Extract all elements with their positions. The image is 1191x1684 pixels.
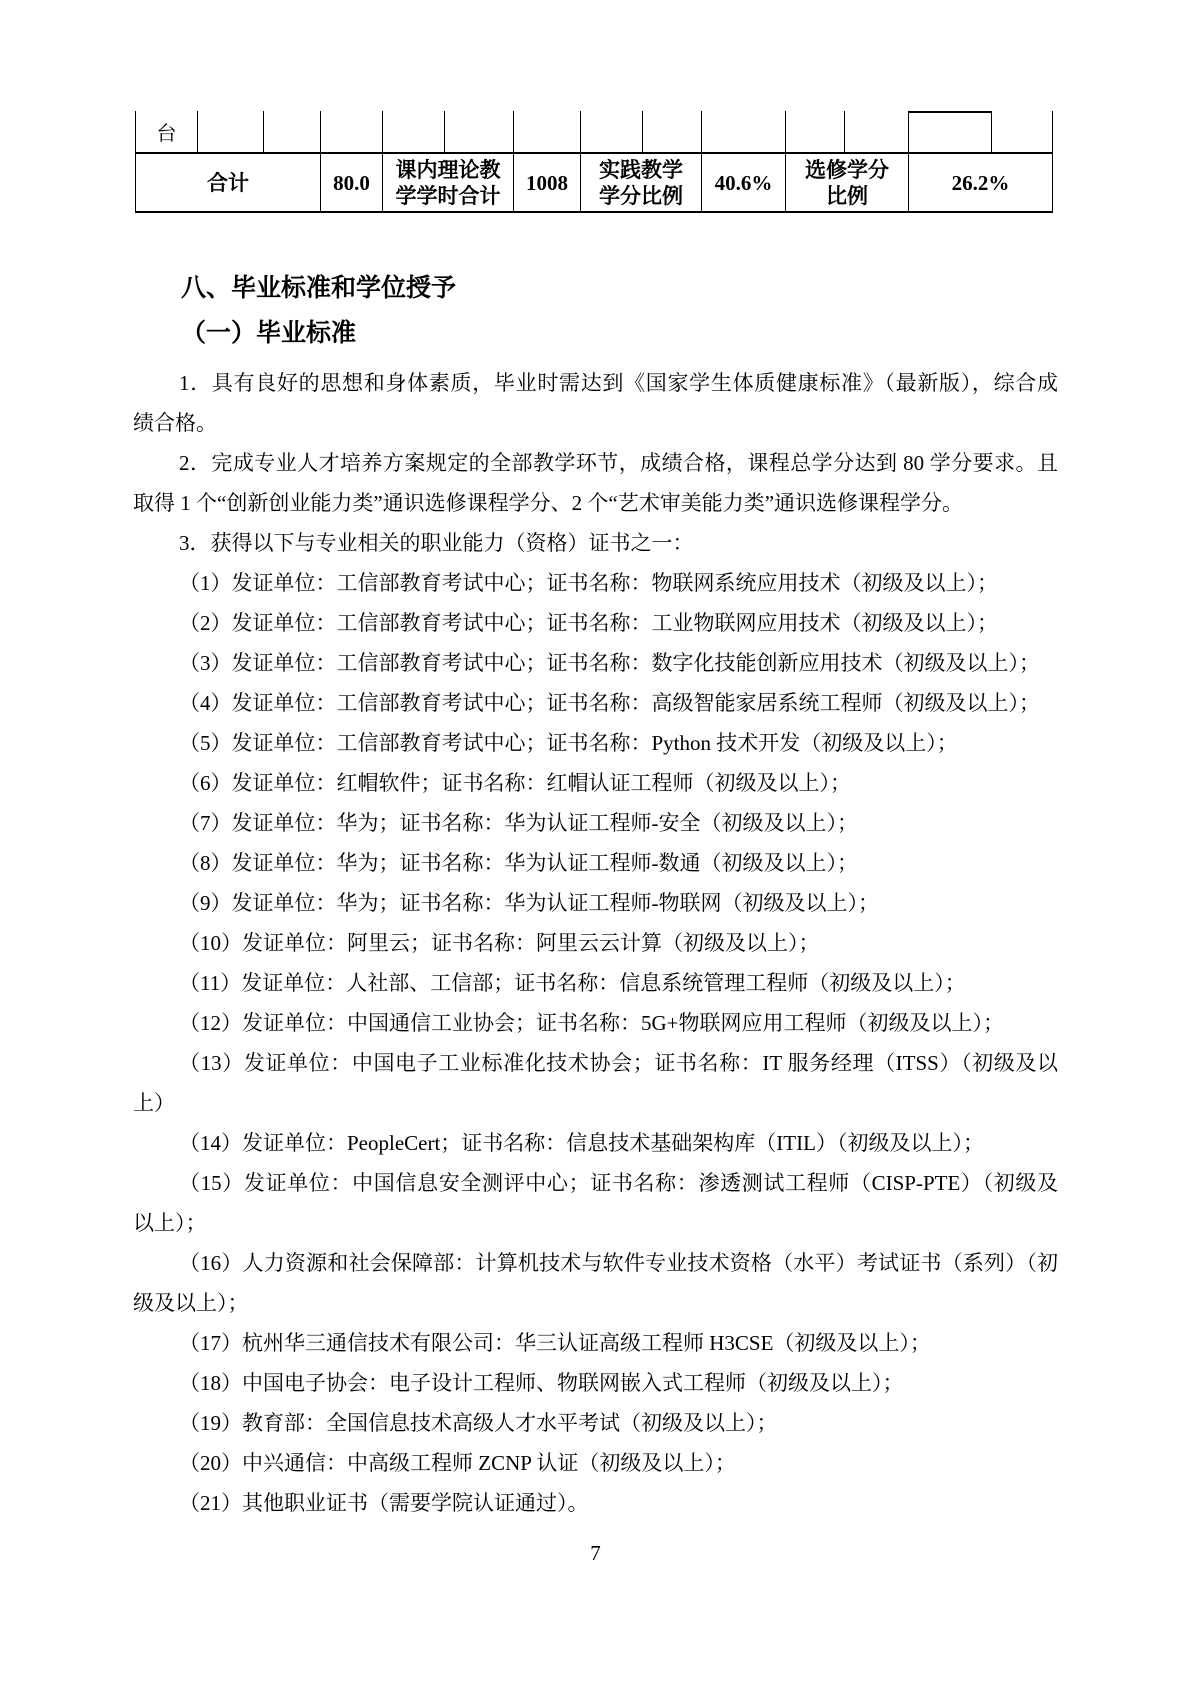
list-item-line: （10）发证单位：阿里云；证书名称：阿里云云计算（初级及以上）； — [179, 931, 820, 955]
cell-text: 合计 — [207, 170, 249, 195]
table-cell-practice-ratio-value — [701, 154, 785, 211]
table-cell — [197, 111, 263, 152]
list-item-line: （7）发证单位：华为；证书名称：华为认证工程师-安全（初级及以上）； — [179, 811, 858, 835]
table-cell-total-label — [135, 154, 320, 211]
table-cell-elective-ratio-label — [785, 154, 908, 211]
list-item-line: （8）发证单位：华为；证书名称：华为认证工程师-数通（初级及以上）； — [179, 851, 858, 875]
list-item-line: （20）中兴通信：中高级工程师 ZCNP 认证（初级及以上）； — [179, 1451, 736, 1475]
table-cell: 台 — [135, 111, 197, 152]
table-cell — [320, 111, 382, 152]
list-item-line: （15）发证单位：中国信息安全测评中心；证书名称：渗透测试工程师（CISP-PTE）（初级及 — [179, 1171, 1058, 1195]
list-item-line: （14）发证单位：PeopleCert；证书名称：信息技术基础架构库（ITIL）（初级及以上）； — [179, 1131, 984, 1155]
cell-text: 1008 — [526, 170, 568, 195]
table-row-total — [135, 152, 1053, 213]
body-line: 取得 1 个“创新创业能力类”通识选修课程学分、2 个“艺术审美能力类”通识选修课程学分。 — [133, 491, 964, 515]
body-line: 2．完成专业人才培养方案规定的全部教学环节，成绩合格，课程总学分达到 80 学分要求。且 — [179, 451, 1058, 475]
list-item-line: （13）发证单位：中国电子工业标准化技术协会；证书名称：IT 服务经理（ITSS）（初级及以 — [179, 1051, 1058, 1075]
table-cell — [701, 111, 785, 152]
table-cell-total-credits — [320, 154, 382, 211]
table-cell — [513, 111, 580, 152]
cell-text: 26.2% — [951, 170, 1010, 195]
list-item-line: （6）发证单位：红帽软件；证书名称：红帽认证工程师（初级及以上）； — [179, 771, 851, 795]
body-line: 绩合格。 — [133, 411, 217, 435]
list-item-line: （9）发证单位：华为；证书名称：华为认证工程师-物联网（初级及以上）； — [179, 891, 879, 915]
table-cell — [991, 111, 1053, 152]
cell-text: 实践教学 — [599, 157, 683, 182]
list-item-line: （11）发证单位：人社部、工信部；证书名称：信息系统管理工程师（初级及以上）； — [179, 971, 966, 995]
table-cell-boxed — [908, 111, 991, 152]
table-cell — [263, 111, 320, 152]
cell-text: 选修学分 — [805, 157, 889, 182]
list-item-line: （21）其他职业证书（需要学院认证通过）。 — [179, 1491, 589, 1515]
table-cell — [844, 111, 908, 152]
list-item-line: （1）发证单位：工信部教育考试中心；证书名称：物联网系统应用技术（初级及以上）； — [179, 571, 998, 595]
table-cell — [444, 111, 513, 152]
list-item-line: （18）中国电子协会：电子设计工程师、物联网嵌入式工程师（初级及以上）； — [179, 1371, 904, 1395]
body-line: 1．具有良好的思想和身体素质，毕业时需达到《国家学生体质健康标准》（最新版），综合成 — [179, 371, 1058, 395]
list-item-line: （5）发证单位：工信部教育考试中心；证书名称：Python 技术开发（初级及以上）； — [179, 731, 958, 755]
table-cell-theory-hours-label — [382, 154, 513, 211]
subsection-heading: （一）毕业标准 — [181, 319, 357, 347]
table-cell-elective-ratio-value — [908, 154, 1053, 211]
list-item-line: （12）发证单位：中国通信工业协会；证书名称：5G+物联网应用工程师（初级及以上）； — [179, 1011, 1005, 1035]
body-line: 3．获得以下与专业相关的职业能力（资格）证书之一： — [179, 531, 694, 555]
document-body — [133, 268, 1058, 1573]
cell-text: 40.6% — [714, 170, 773, 195]
table-cell — [785, 111, 844, 152]
list-item-line: （2）发证单位：工信部教育考试中心；证书名称：工业物联网应用技术（初级及以上）； — [179, 611, 998, 635]
cell-text: 课内理论教 — [395, 157, 501, 182]
list-item-line: （19）教育部：全国信息技术高级人才水平考试（初级及以上）； — [179, 1411, 778, 1435]
cell-text: 80.0 — [333, 170, 370, 195]
table-row-partial — [135, 111, 1053, 152]
list-item-line: 上） — [133, 1091, 175, 1115]
list-item-line: （4）发证单位：工信部教育考试中心；证书名称：高级智能家居系统工程师（初级及以上）； — [179, 691, 1040, 715]
list-item-line: （16）人力资源和社会保障部：计算机技术与软件专业技术资格（水平）考试证书（系列）（初 — [179, 1251, 1058, 1275]
curriculum-summary-table — [135, 111, 1053, 213]
cell-text: 学学时合计 — [395, 183, 501, 208]
table-cell — [642, 111, 701, 152]
paragraph-lines — [133, 363, 1058, 1523]
page-number: 7 — [590, 1541, 601, 1565]
table-cell-theory-hours-value — [513, 154, 580, 211]
list-item-line: （17）杭州华三通信技术有限公司：华三认证高级工程师 H3CSE（初级及以上）； — [179, 1331, 931, 1355]
list-item-line: （3）发证单位：工信部教育考试中心；证书名称：数字化技能创新应用技术（初级及以上）； — [179, 651, 1040, 675]
cell-text: 比例 — [826, 183, 868, 208]
table-cell — [580, 111, 642, 152]
list-item-line: 以上）； — [133, 1211, 207, 1235]
cell-text: 学分比例 — [599, 183, 683, 208]
section-heading: 八、毕业标准和学位授予 — [181, 274, 457, 302]
table-cell — [382, 111, 444, 152]
list-item-line: 级及以上）； — [133, 1291, 249, 1315]
table-cell-practice-ratio-label — [580, 154, 701, 211]
